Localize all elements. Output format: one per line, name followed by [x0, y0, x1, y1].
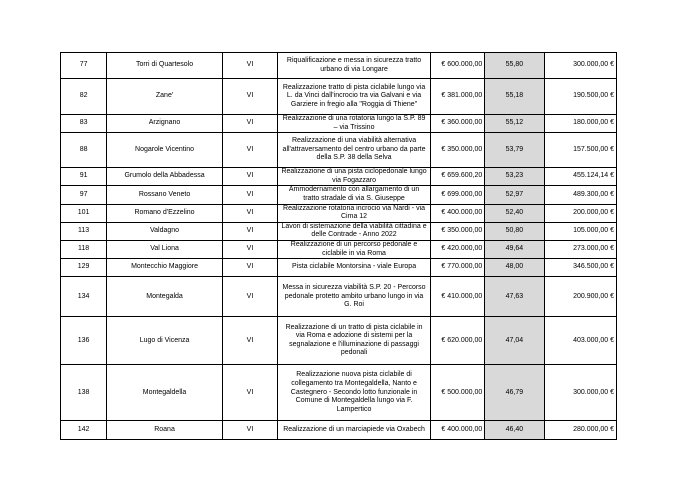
municipality-name: Romano d'Ezzelino [107, 204, 223, 222]
project-amount: € 659.600,20 [430, 168, 484, 186]
municipality-name: Arzignano [107, 115, 223, 133]
grant-amount: 300.000,00 € [544, 53, 616, 79]
province-code: VI [222, 222, 277, 240]
score: 55,12 [485, 115, 544, 133]
table-row [61, 168, 617, 186]
project-amount: € 410.000,00 [430, 277, 484, 317]
municipality-name: Torri di Quartesolo [107, 53, 223, 79]
project-description: Realizzazione nuova pista ciclabile di collegamento tra Montegaldella, Nanto e Castegnero - Secondo lotto funzionale in Comune di Montegaldella lungo via F. Lampertico [278, 365, 431, 421]
province-code: VI [222, 204, 277, 222]
table-row [61, 222, 617, 240]
grant-amount: 403.000,00 € [544, 317, 616, 365]
grant-amount: 157.500,00 € [544, 133, 616, 168]
table-row [61, 240, 617, 258]
score: 52,97 [485, 186, 544, 204]
project-amount: € 500.000,00 [430, 365, 484, 421]
table-row [61, 204, 617, 222]
municipality-name: Val Liona [107, 240, 223, 258]
grant-amount: 180.000,00 € [544, 115, 616, 133]
project-description: Realizzazione di un tratto di pista ciclabile in via Roma e adozione di sistemi per la segnalazione e l'illuminazione di passaggi pedonali [278, 317, 431, 365]
project-amount: € 420.000,00 [430, 240, 484, 258]
project-amount: € 381.000,00 [430, 79, 484, 115]
province-code: VI [222, 186, 277, 204]
project-description: Riqualificazione e messa in sicurezza tratto urbano di via Longare [278, 53, 431, 79]
grant-amount: 105.000,00 € [544, 222, 616, 240]
grant-amount: 200.900,00 € [544, 277, 616, 317]
grant-amount: 346.500,00 € [544, 259, 616, 277]
row-number: 88 [61, 133, 107, 168]
row-number: 138 [61, 365, 107, 421]
project-description: Realizzazione di un marciapiede via Oxabech [278, 421, 431, 439]
project-amount: € 770.000,00 [430, 259, 484, 277]
grant-amount: 200.000,00 € [544, 204, 616, 222]
municipality-name: Zane' [107, 79, 223, 115]
province-code: VI [222, 365, 277, 421]
grant-amount: 280.000,00 € [544, 421, 616, 439]
project-amount: € 360.000,00 [430, 115, 484, 133]
project-description: Realizzazione tratto di pista ciclabile lungo via L. da Vinci dall'incrocio tra via Galvani e via Garziere in fregio alla "Roggia di Thiene" [278, 79, 431, 115]
project-description: Pista ciclabile Montorsina - viale Europa [278, 259, 431, 277]
row-number: 142 [61, 421, 107, 439]
row-number: 77 [61, 53, 107, 79]
project-description: Messa in sicurezza viabilità S.P. 20 - Percorso pedonale protetto ambito urbano lungo in via G. Roi [278, 277, 431, 317]
province-code: VI [222, 79, 277, 115]
municipality-name: Nogarole Vicentino [107, 133, 223, 168]
project-description: Realizzazione di una pista ciclopedonale lungo via Fogazzaro [278, 168, 431, 186]
project-description: Realizzazione rotatoria incrocio via Nardi - via Cima 12 [278, 204, 431, 222]
row-number: 97 [61, 186, 107, 204]
municipality-name: Montecchio Maggiore [107, 259, 223, 277]
row-number: 83 [61, 115, 107, 133]
grant-amount: 273.000,00 € [544, 240, 616, 258]
row-number: 134 [61, 277, 107, 317]
row-number: 118 [61, 240, 107, 258]
project-amount: € 350.000,00 [430, 222, 484, 240]
province-code: VI [222, 133, 277, 168]
grant-amount: 190.500,00 € [544, 79, 616, 115]
score: 48,00 [485, 259, 544, 277]
score: 50,80 [485, 222, 544, 240]
grant-amount: 455.124,14 € [544, 168, 616, 186]
province-code: VI [222, 421, 277, 439]
project-description: Realizzazione di una rotatoria lungo la S.P. 89 – via Trissino [278, 115, 431, 133]
score: 47,04 [485, 317, 544, 365]
table-row [61, 186, 617, 204]
table-row [61, 277, 617, 317]
municipality-name: Lugo di Vicenza [107, 317, 223, 365]
municipality-name: Grumolo della Abbadessa [107, 168, 223, 186]
province-code: VI [222, 168, 277, 186]
project-amount: € 400.000,00 [430, 421, 484, 439]
grant-amount: 489.300,00 € [544, 186, 616, 204]
score: 53,23 [485, 168, 544, 186]
score: 46,40 [485, 421, 544, 439]
project-description: Lavori di sistemazione della viabilità cittadina e delle Contrade - Anno 2022 [278, 222, 431, 240]
province-code: VI [222, 277, 277, 317]
score: 52,40 [485, 204, 544, 222]
grant-amount: 300.000,00 € [544, 365, 616, 421]
municipality-name: Valdagno [107, 222, 223, 240]
project-amount: € 600.000,00 [430, 53, 484, 79]
province-code: VI [222, 317, 277, 365]
table-row [61, 317, 617, 365]
project-amount: € 400.000,00 [430, 204, 484, 222]
row-number: 82 [61, 79, 107, 115]
table-row [61, 115, 617, 133]
table-row [61, 365, 617, 421]
row-number: 136 [61, 317, 107, 365]
table-row [61, 53, 617, 79]
province-code: VI [222, 53, 277, 79]
row-number: 129 [61, 259, 107, 277]
project-amount: € 350.000,00 [430, 133, 484, 168]
row-number: 101 [61, 204, 107, 222]
row-number: 91 [61, 168, 107, 186]
municipality-name: Roana [107, 421, 223, 439]
score: 55,18 [485, 79, 544, 115]
project-amount: € 620.000,00 [430, 317, 484, 365]
row-number: 113 [61, 222, 107, 240]
municipality-name: Rossano Veneto [107, 186, 223, 204]
province-code: VI [222, 240, 277, 258]
project-description: Ammodernamento con allargamento di un tratto stradale di via S. Giuseppe [278, 186, 431, 204]
score: 53,79 [485, 133, 544, 168]
table-row [61, 259, 617, 277]
table-row [61, 133, 617, 168]
project-description: Realizzazione di una viabilità alternativa all'attraversamento del centro urbano da parte della S.P. 38 della Selva [278, 133, 431, 168]
score: 46,79 [485, 365, 544, 421]
project-amount: € 699.000,00 [430, 186, 484, 204]
province-code: VI [222, 259, 277, 277]
score: 47,63 [485, 277, 544, 317]
score: 49,64 [485, 240, 544, 258]
province-code: VI [222, 115, 277, 133]
table-row [61, 79, 617, 115]
municipality-name: Montegaldella [107, 365, 223, 421]
funding-table [60, 52, 617, 440]
table-row [61, 421, 617, 439]
score: 55,80 [485, 53, 544, 79]
municipality-name: Montegalda [107, 277, 223, 317]
project-description: Realizzazione di un percorso pedonale e ciclabile in via Roma [278, 240, 431, 258]
